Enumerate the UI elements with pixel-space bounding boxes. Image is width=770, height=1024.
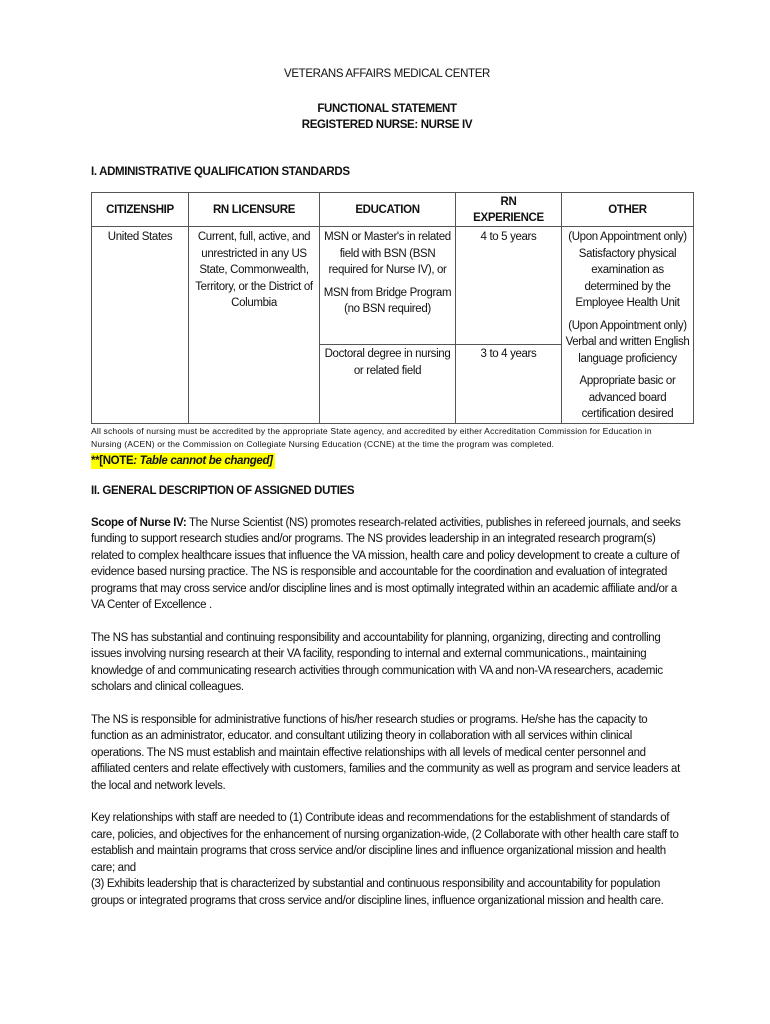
cell-citizenship	[92, 227, 189, 424]
section2-heading: II. GENERAL DESCRIPTION OF ASSIGNED DUTIES	[91, 485, 355, 497]
table-header-row	[92, 193, 694, 227]
qualification-table	[91, 192, 694, 424]
document-page	[91, 66, 690, 925]
cell-education	[320, 227, 456, 424]
education-option-a	[320, 227, 455, 345]
scope-paragraph	[91, 515, 683, 614]
other-1: (Upon Appointment only) Satisfactory physical examination as determined by the Employee Health Unit	[568, 231, 687, 309]
paragraph-4a: Key relationships with staff are needed to (1) Contribute ideas and recommendations for the establishment of standards of care, policies, and objectives for the enhancement of nursing organization-wide, (2 Collaborate with other health care staff to establish and maintain programs that cross service and/or discipline lines and influence organizational mission and health care; and	[91, 812, 679, 874]
table-note	[91, 453, 275, 470]
education-a1: MSN or Master's in related field with BSN (BSN required for Nurse IV), or	[324, 231, 451, 276]
scope-text: The Nurse Scientist (NS) promotes research-related activities, publishes in refereed journals, and seeks funding to support research studies and/or programs. The NS provides leadership in an integrated research program(s) related to complex healthcare issues that influence the VA mission, health care and policy development to create a culture of evidence based nursing practice. The NS is responsible and accountable for the coordination and evaluation of integrated programs that may cross service and/or discipline lines and is most optimally integrated within an academic affiliate and/or a VA Center of Excellence .	[91, 516, 681, 611]
table-row	[92, 227, 694, 424]
education-a2: MSN from Bridge Program (no BSN required)	[323, 286, 452, 315]
org-title: VETERANS AFFAIRS MEDICAL CENTER	[284, 68, 490, 80]
cell-experience	[456, 227, 562, 424]
cell-other	[562, 227, 694, 424]
paragraph-4b: (3) Exhibits leadership that is characterized by substantial and continuous responsibility and accountability for population groups or integrated programs that cross service and/or discipline lines, influence organizational mission and health care.	[91, 878, 664, 907]
cell-licensure	[189, 227, 320, 424]
header-citizenship: CITIZENSHIP	[92, 193, 189, 227]
doc-type-title: FUNCTIONAL STATEMENT	[317, 102, 457, 115]
header-experience	[456, 193, 562, 227]
note-colon: :	[133, 454, 137, 467]
section1-heading: I. ADMINISTRATIVE QUALIFICATION STANDARDS	[91, 165, 350, 178]
education-b: Doctoral degree in nursing or related field	[324, 348, 451, 377]
experience-a: 4 to 5 years	[456, 227, 561, 345]
experience-b: 3 to 4 years	[480, 348, 537, 360]
paragraph-2: The NS has substantial and continuing responsibility and accountability for planning, organizing, directing and controlling issues involving nursing research at their VA facility, responding to internal and external communications., maintaining knowledge of and communicating research activities through communication with VA and non-VA researchers, academic scholars and clinical colleagues.	[91, 631, 663, 693]
other-2: (Upon Appointment only) Verbal and written English language proficiency	[565, 319, 690, 365]
scope-label: Scope of Nurse IV:	[91, 516, 187, 529]
other-3: Appropriate basic or advanced board certification desired	[579, 375, 676, 420]
citizenship-value: United States	[107, 231, 173, 243]
position-title: REGISTERED NURSE: NURSE IV	[301, 118, 473, 131]
header-experience-line1: RN	[500, 195, 517, 208]
header-experience-line2: EXPERIENCE	[473, 211, 544, 224]
note-text: Table cannot be changed]	[136, 454, 273, 467]
paragraph-3: The NS is responsible for administrative functions of his/her research studies or programs. He/she has the capacity to function as an administrator, educator. and consultant utilizing theory in collaboration with all services within clinical operations. The NS must establish and maintain effective relationships with all levels of medical center personnel and affiliated centers and relate effectively with customers, families and the community as well as program and service leaders at the local and network levels.	[91, 713, 680, 792]
note-prefix: **[NOTE	[91, 454, 134, 467]
header-other: OTHER	[562, 193, 694, 227]
accreditation-footnote: All schools of nursing must be accredited by the appropriate State agency, and accredited by either Accreditation Commission for Education in Nursing (ACEN) or the Commission on Collegiate Nursing Education (CCNE) at the time the program was completed.	[91, 425, 652, 449]
header-education: EDUCATION	[320, 193, 456, 227]
licensure-value: Current, full, active, and unrestricted in any US State, Commonwealth, Territory, or the District of Columbia	[195, 231, 313, 309]
header-licensure: RN LICENSURE	[189, 193, 320, 227]
